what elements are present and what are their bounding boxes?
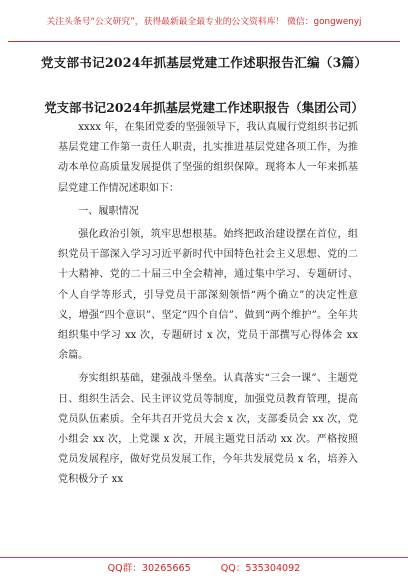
report-subtitle: 党支部书记2024年抓基层党建工作述职报告（集团公司） — [44, 100, 364, 115]
contact-footer — [0, 557, 408, 576]
body-paragraph: 夯实组织基础，建强战斗堡垒。认真落实“三会一课”、主题党日、组织生活会、民主评议党员等制度，加强党员教育管理，提高党员队伍素质。全年共召开党员大会 x 次，支部委员会 xx 次，党小组会 xx 次，上党课 x 次，开展主题党日活动 xx 次。严格按照党员发展程序，做好党员发展工作，今年共发展党员 x 名，培养入党积极分子 xx — [58, 373, 358, 486]
document-title: 党支部书记2024年抓基层党建工作述职报告汇编（3篇） — [40, 55, 368, 70]
body-paragraph: 强化政治引领，筑牢思想根基。始终把政治建设摆在首位，组织党员干部深入学习习近平新时代中国特色社会主义思想、党的二十大精神、党的二十届三中全会精神，通过集中学习、专题研讨、个人自学等形式，引导党员干部深刻领悟“两个确立”的决定性意义，增强“四个意识”、坚定“四个自信”、做到“两个维护”。全年共组织集中学习 xx 次，专题研讨 x 次，党员干部撰写心得体会 xx 余篇。 — [58, 229, 358, 362]
qq-group-text: QQ群：30265665 — [107, 563, 191, 574]
qq-number-text: QQ：535304092 — [220, 563, 301, 574]
intro-paragraph: xxxx 年，在集团党委的坚强领导下，我认真履行党组织书记抓基层党建工作第一责任人职责，扎实推进基层党建各项工作，为推动本单位高质量发展提供了坚强的组织保障。现将本人一年来抓基层党建工作情况述职如下： — [58, 122, 358, 194]
section-heading: 一、履职情况 — [78, 205, 139, 217]
document-body — [58, 118, 358, 494]
promo-banner — [8, 3, 400, 42]
promo-banner-text: 关注头条号“公文研究”，获得最新最全最专业的公文资料库！ 微信：gongwenyj — [46, 16, 362, 27]
